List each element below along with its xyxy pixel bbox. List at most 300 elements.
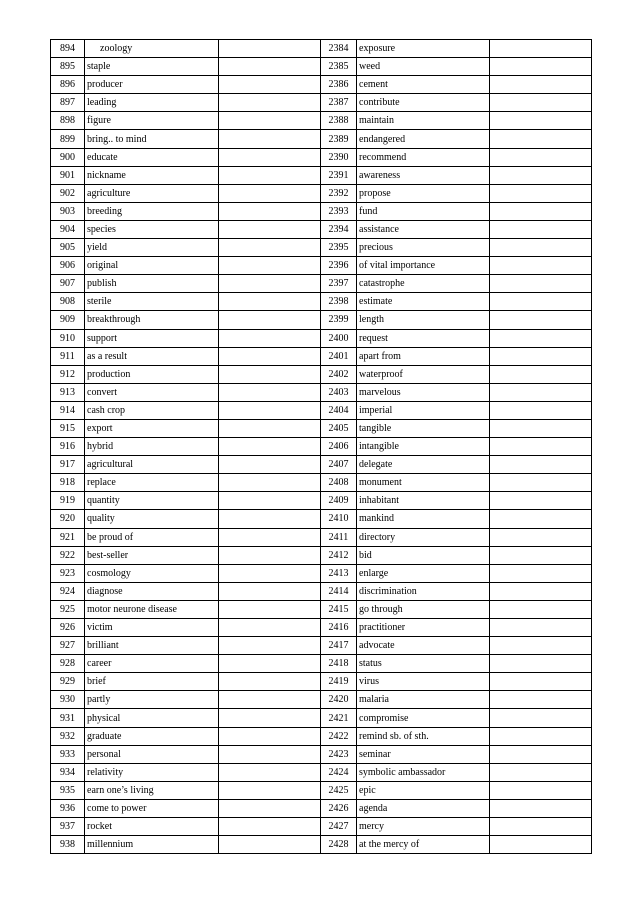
entry-number-right: 2398 bbox=[321, 293, 357, 311]
blank-answer-cell-left bbox=[219, 112, 321, 130]
blank-answer-cell-left bbox=[219, 438, 321, 456]
blank-answer-cell-right bbox=[490, 818, 592, 836]
blank-answer-cell-left bbox=[219, 727, 321, 745]
entry-word-left: career bbox=[85, 655, 219, 673]
table-row bbox=[51, 40, 592, 58]
entry-number-left: 930 bbox=[51, 691, 85, 709]
entry-word-left: be proud of bbox=[85, 528, 219, 546]
entry-word-left: brilliant bbox=[85, 637, 219, 655]
table-row bbox=[51, 112, 592, 130]
blank-answer-cell-right bbox=[490, 528, 592, 546]
table-row bbox=[51, 94, 592, 112]
entry-number-left: 934 bbox=[51, 763, 85, 781]
entry-word-left: quality bbox=[85, 510, 219, 528]
entry-word-right: mercy bbox=[357, 818, 490, 836]
blank-answer-cell-left bbox=[219, 637, 321, 655]
blank-answer-cell-right bbox=[490, 166, 592, 184]
entry-number-right: 2397 bbox=[321, 275, 357, 293]
entry-word-right: apart from bbox=[357, 347, 490, 365]
blank-answer-cell-right bbox=[490, 763, 592, 781]
entry-word-right: intangible bbox=[357, 438, 490, 456]
entry-number-right: 2424 bbox=[321, 763, 357, 781]
blank-answer-cell-left bbox=[219, 600, 321, 618]
entry-word-left: motor neurone disease bbox=[85, 600, 219, 618]
blank-answer-cell-right bbox=[490, 709, 592, 727]
entry-word-left: sterile bbox=[85, 293, 219, 311]
entry-word-left: diagnose bbox=[85, 582, 219, 600]
entry-word-right: seminar bbox=[357, 745, 490, 763]
entry-word-right: delegate bbox=[357, 456, 490, 474]
entry-number-right: 2418 bbox=[321, 655, 357, 673]
entry-number-left: 898 bbox=[51, 112, 85, 130]
blank-answer-cell-left bbox=[219, 311, 321, 329]
table-row bbox=[51, 220, 592, 238]
blank-answer-cell-right bbox=[490, 564, 592, 582]
blank-answer-cell-left bbox=[219, 691, 321, 709]
entry-word-right: status bbox=[357, 655, 490, 673]
entry-word-right: monument bbox=[357, 474, 490, 492]
blank-answer-cell-left bbox=[219, 257, 321, 275]
entry-word-left: as a result bbox=[85, 347, 219, 365]
blank-answer-cell-left bbox=[219, 166, 321, 184]
table-row bbox=[51, 311, 592, 329]
table-row bbox=[51, 619, 592, 637]
entry-number-left: 899 bbox=[51, 130, 85, 148]
entry-word-left: staple bbox=[85, 58, 219, 76]
entry-word-left: bring.. to mind bbox=[85, 130, 219, 148]
entry-number-right: 2391 bbox=[321, 166, 357, 184]
entry-number-right: 2417 bbox=[321, 637, 357, 655]
blank-answer-cell-right bbox=[490, 58, 592, 76]
blank-answer-cell-right bbox=[490, 510, 592, 528]
entry-word-right: of vital importance bbox=[357, 257, 490, 275]
entry-number-right: 2405 bbox=[321, 419, 357, 437]
blank-answer-cell-right bbox=[490, 293, 592, 311]
blank-answer-cell-right bbox=[490, 836, 592, 854]
table-row bbox=[51, 492, 592, 510]
blank-answer-cell-right bbox=[490, 438, 592, 456]
entry-number-left: 896 bbox=[51, 76, 85, 94]
entry-number-left: 929 bbox=[51, 673, 85, 691]
entry-number-left: 938 bbox=[51, 836, 85, 854]
blank-answer-cell-right bbox=[490, 691, 592, 709]
entry-number-left: 924 bbox=[51, 582, 85, 600]
blank-answer-cell-left bbox=[219, 383, 321, 401]
blank-answer-cell-left bbox=[219, 655, 321, 673]
blank-answer-cell-right bbox=[490, 655, 592, 673]
entry-word-right: practitioner bbox=[357, 619, 490, 637]
blank-answer-cell-right bbox=[490, 311, 592, 329]
entry-number-right: 2410 bbox=[321, 510, 357, 528]
entry-word-right: catastrophe bbox=[357, 275, 490, 293]
entry-word-right: recommend bbox=[357, 148, 490, 166]
entry-word-right: bid bbox=[357, 546, 490, 564]
entry-word-left: production bbox=[85, 365, 219, 383]
blank-answer-cell-left bbox=[219, 184, 321, 202]
blank-answer-cell-left bbox=[219, 745, 321, 763]
entry-word-left: agricultural bbox=[85, 456, 219, 474]
entry-number-right: 2406 bbox=[321, 438, 357, 456]
entry-word-left: victim bbox=[85, 619, 219, 637]
blank-answer-cell-left bbox=[219, 564, 321, 582]
entry-number-right: 2384 bbox=[321, 40, 357, 58]
entry-number-right: 2426 bbox=[321, 799, 357, 817]
entry-word-left: leading bbox=[85, 94, 219, 112]
table-row bbox=[51, 456, 592, 474]
entry-number-left: 897 bbox=[51, 94, 85, 112]
table-row bbox=[51, 365, 592, 383]
entry-number-left: 928 bbox=[51, 655, 85, 673]
blank-answer-cell-right bbox=[490, 329, 592, 347]
entry-number-left: 927 bbox=[51, 637, 85, 655]
entry-word-right: marvelous bbox=[357, 383, 490, 401]
blank-answer-cell-right bbox=[490, 257, 592, 275]
entry-word-left: rocket bbox=[85, 818, 219, 836]
entry-number-left: 913 bbox=[51, 383, 85, 401]
blank-answer-cell-right bbox=[490, 347, 592, 365]
blank-answer-cell-left bbox=[219, 220, 321, 238]
table-row bbox=[51, 239, 592, 257]
table-row bbox=[51, 818, 592, 836]
entry-number-right: 2411 bbox=[321, 528, 357, 546]
blank-answer-cell-right bbox=[490, 184, 592, 202]
blank-answer-cell-right bbox=[490, 727, 592, 745]
entry-number-left: 912 bbox=[51, 365, 85, 383]
table-row bbox=[51, 166, 592, 184]
entry-number-right: 2395 bbox=[321, 239, 357, 257]
blank-answer-cell-right bbox=[490, 546, 592, 564]
table-row bbox=[51, 419, 592, 437]
entry-word-right: maintain bbox=[357, 112, 490, 130]
blank-answer-cell-left bbox=[219, 456, 321, 474]
blank-answer-cell-left bbox=[219, 239, 321, 257]
table-row bbox=[51, 329, 592, 347]
table-row bbox=[51, 58, 592, 76]
entry-number-left: 920 bbox=[51, 510, 85, 528]
entry-word-right: go through bbox=[357, 600, 490, 618]
entry-word-right: length bbox=[357, 311, 490, 329]
table-row bbox=[51, 293, 592, 311]
table-row bbox=[51, 438, 592, 456]
blank-answer-cell-left bbox=[219, 365, 321, 383]
blank-answer-cell-right bbox=[490, 76, 592, 94]
vocabulary-table bbox=[50, 39, 592, 854]
blank-answer-cell-left bbox=[219, 474, 321, 492]
blank-answer-cell-left bbox=[219, 347, 321, 365]
blank-answer-cell-left bbox=[219, 58, 321, 76]
table-row bbox=[51, 799, 592, 817]
table-row bbox=[51, 727, 592, 745]
entry-number-left: 916 bbox=[51, 438, 85, 456]
table-row bbox=[51, 202, 592, 220]
blank-answer-cell-left bbox=[219, 148, 321, 166]
blank-answer-cell-right bbox=[490, 600, 592, 618]
table-row bbox=[51, 582, 592, 600]
table-row bbox=[51, 691, 592, 709]
table-row bbox=[51, 528, 592, 546]
entry-word-left: graduate bbox=[85, 727, 219, 745]
blank-answer-cell-right bbox=[490, 383, 592, 401]
entry-word-left: breeding bbox=[85, 202, 219, 220]
entry-word-left: cash crop bbox=[85, 401, 219, 419]
entry-number-left: 923 bbox=[51, 564, 85, 582]
entry-word-left: cosmology bbox=[85, 564, 219, 582]
blank-answer-cell-left bbox=[219, 202, 321, 220]
entry-number-right: 2388 bbox=[321, 112, 357, 130]
blank-answer-cell-left bbox=[219, 818, 321, 836]
vocabulary-table-body bbox=[51, 40, 592, 854]
blank-answer-cell-left bbox=[219, 582, 321, 600]
blank-answer-cell-left bbox=[219, 799, 321, 817]
entry-word-right: assistance bbox=[357, 220, 490, 238]
entry-word-right: inhabitant bbox=[357, 492, 490, 510]
entry-number-left: 921 bbox=[51, 528, 85, 546]
blank-answer-cell-right bbox=[490, 582, 592, 600]
entry-word-left: breakthrough bbox=[85, 311, 219, 329]
blank-answer-cell-right bbox=[490, 202, 592, 220]
entry-number-left: 903 bbox=[51, 202, 85, 220]
table-row bbox=[51, 130, 592, 148]
entry-number-right: 2389 bbox=[321, 130, 357, 148]
entry-number-right: 2393 bbox=[321, 202, 357, 220]
entry-word-right: symbolic ambassador bbox=[357, 763, 490, 781]
blank-answer-cell-right bbox=[490, 112, 592, 130]
blank-answer-cell-right bbox=[490, 474, 592, 492]
entry-word-right: discrimination bbox=[357, 582, 490, 600]
table-row bbox=[51, 781, 592, 799]
entry-number-left: 904 bbox=[51, 220, 85, 238]
entry-word-left: earn one’s living bbox=[85, 781, 219, 799]
entry-number-right: 2427 bbox=[321, 818, 357, 836]
entry-number-right: 2399 bbox=[321, 311, 357, 329]
entry-word-left: come to power bbox=[85, 799, 219, 817]
blank-answer-cell-left bbox=[219, 836, 321, 854]
table-row bbox=[51, 763, 592, 781]
entry-word-right: request bbox=[357, 329, 490, 347]
entry-word-right: directory bbox=[357, 528, 490, 546]
entry-word-right: mankind bbox=[357, 510, 490, 528]
entry-number-right: 2400 bbox=[321, 329, 357, 347]
entry-number-right: 2416 bbox=[321, 619, 357, 637]
entry-number-right: 2403 bbox=[321, 383, 357, 401]
entry-number-left: 911 bbox=[51, 347, 85, 365]
table-row bbox=[51, 401, 592, 419]
entry-number-left: 908 bbox=[51, 293, 85, 311]
entry-number-left: 900 bbox=[51, 148, 85, 166]
entry-word-right: tangible bbox=[357, 419, 490, 437]
entry-number-left: 933 bbox=[51, 745, 85, 763]
entry-number-right: 2401 bbox=[321, 347, 357, 365]
entry-number-left: 909 bbox=[51, 311, 85, 329]
blank-answer-cell-right bbox=[490, 456, 592, 474]
entry-word-left: convert bbox=[85, 383, 219, 401]
entry-number-right: 2422 bbox=[321, 727, 357, 745]
entry-number-right: 2428 bbox=[321, 836, 357, 854]
table-row bbox=[51, 600, 592, 618]
table-row bbox=[51, 673, 592, 691]
entry-number-left: 922 bbox=[51, 546, 85, 564]
table-row bbox=[51, 836, 592, 854]
entry-number-left: 895 bbox=[51, 58, 85, 76]
blank-answer-cell-right bbox=[490, 94, 592, 112]
entry-number-left: 919 bbox=[51, 492, 85, 510]
entry-number-right: 2392 bbox=[321, 184, 357, 202]
blank-answer-cell-right bbox=[490, 401, 592, 419]
entry-number-left: 932 bbox=[51, 727, 85, 745]
entry-number-left: 910 bbox=[51, 329, 85, 347]
entry-word-left: quantity bbox=[85, 492, 219, 510]
entry-number-right: 2407 bbox=[321, 456, 357, 474]
entry-word-left: figure bbox=[85, 112, 219, 130]
entry-word-right: propose bbox=[357, 184, 490, 202]
entry-number-left: 917 bbox=[51, 456, 85, 474]
table-row bbox=[51, 148, 592, 166]
entry-word-right: estimate bbox=[357, 293, 490, 311]
entry-word-left: species bbox=[85, 220, 219, 238]
entry-word-right: compromise bbox=[357, 709, 490, 727]
entry-word-left: support bbox=[85, 329, 219, 347]
blank-answer-cell-right bbox=[490, 799, 592, 817]
entry-number-left: 906 bbox=[51, 257, 85, 275]
blank-answer-cell-left bbox=[219, 94, 321, 112]
entry-word-left: agriculture bbox=[85, 184, 219, 202]
blank-answer-cell-left bbox=[219, 673, 321, 691]
entry-number-right: 2394 bbox=[321, 220, 357, 238]
entry-number-left: 901 bbox=[51, 166, 85, 184]
entry-word-right: advocate bbox=[357, 637, 490, 655]
entry-word-left: personal bbox=[85, 745, 219, 763]
entry-word-left: partly bbox=[85, 691, 219, 709]
entry-word-right: endangered bbox=[357, 130, 490, 148]
blank-answer-cell-right bbox=[490, 619, 592, 637]
entry-number-left: 935 bbox=[51, 781, 85, 799]
table-row bbox=[51, 347, 592, 365]
entry-word-left: educate bbox=[85, 148, 219, 166]
entry-word-left: brief bbox=[85, 673, 219, 691]
entry-word-right: malaria bbox=[357, 691, 490, 709]
blank-answer-cell-right bbox=[490, 781, 592, 799]
entry-number-right: 2386 bbox=[321, 76, 357, 94]
entry-number-left: 918 bbox=[51, 474, 85, 492]
blank-answer-cell-left bbox=[219, 619, 321, 637]
table-row bbox=[51, 709, 592, 727]
blank-answer-cell-right bbox=[490, 745, 592, 763]
entry-number-left: 905 bbox=[51, 239, 85, 257]
entry-word-right: precious bbox=[357, 239, 490, 257]
entry-number-left: 915 bbox=[51, 419, 85, 437]
blank-answer-cell-right bbox=[490, 365, 592, 383]
blank-answer-cell-right bbox=[490, 637, 592, 655]
blank-answer-cell-left bbox=[219, 781, 321, 799]
entry-number-right: 2390 bbox=[321, 148, 357, 166]
blank-answer-cell-left bbox=[219, 528, 321, 546]
entry-word-left: best-seller bbox=[85, 546, 219, 564]
blank-answer-cell-left bbox=[219, 40, 321, 58]
entry-number-left: 936 bbox=[51, 799, 85, 817]
blank-answer-cell-left bbox=[219, 329, 321, 347]
entry-number-left: 902 bbox=[51, 184, 85, 202]
table-row bbox=[51, 655, 592, 673]
blank-answer-cell-left bbox=[219, 492, 321, 510]
entry-number-left: 914 bbox=[51, 401, 85, 419]
blank-answer-cell-left bbox=[219, 76, 321, 94]
entry-word-right: waterproof bbox=[357, 365, 490, 383]
entry-number-left: 926 bbox=[51, 619, 85, 637]
entry-word-right: awareness bbox=[357, 166, 490, 184]
table-row bbox=[51, 745, 592, 763]
entry-number-right: 2387 bbox=[321, 94, 357, 112]
blank-answer-cell-left bbox=[219, 130, 321, 148]
entry-number-right: 2421 bbox=[321, 709, 357, 727]
blank-answer-cell-right bbox=[490, 220, 592, 238]
table-row bbox=[51, 564, 592, 582]
blank-answer-cell-left bbox=[219, 401, 321, 419]
entry-word-right: weed bbox=[357, 58, 490, 76]
table-row bbox=[51, 275, 592, 293]
entry-number-right: 2419 bbox=[321, 673, 357, 691]
table-row bbox=[51, 474, 592, 492]
entry-word-left: millennium bbox=[85, 836, 219, 854]
entry-number-right: 2409 bbox=[321, 492, 357, 510]
entry-number-right: 2385 bbox=[321, 58, 357, 76]
blank-answer-cell-left bbox=[219, 293, 321, 311]
entry-word-right: remind sb. of sth. bbox=[357, 727, 490, 745]
entry-number-left: 907 bbox=[51, 275, 85, 293]
entry-word-left: hybrid bbox=[85, 438, 219, 456]
blank-answer-cell-right bbox=[490, 40, 592, 58]
blank-answer-cell-right bbox=[490, 148, 592, 166]
entry-word-left: original bbox=[85, 257, 219, 275]
entry-number-right: 2414 bbox=[321, 582, 357, 600]
blank-answer-cell-left bbox=[219, 510, 321, 528]
entry-word-left: yield bbox=[85, 239, 219, 257]
entry-word-left: physical bbox=[85, 709, 219, 727]
blank-answer-cell-left bbox=[219, 709, 321, 727]
blank-answer-cell-right bbox=[490, 275, 592, 293]
entry-number-right: 2412 bbox=[321, 546, 357, 564]
blank-answer-cell-left bbox=[219, 546, 321, 564]
entry-word-right: contribute bbox=[357, 94, 490, 112]
table-row bbox=[51, 184, 592, 202]
entry-word-right: virus bbox=[357, 673, 490, 691]
entry-word-left: publish bbox=[85, 275, 219, 293]
entry-word-right: enlarge bbox=[357, 564, 490, 582]
entry-word-right: epic bbox=[357, 781, 490, 799]
entry-number-right: 2425 bbox=[321, 781, 357, 799]
blank-answer-cell-right bbox=[490, 239, 592, 257]
entry-word-left: nickname bbox=[85, 166, 219, 184]
blank-answer-cell-right bbox=[490, 130, 592, 148]
entry-number-right: 2402 bbox=[321, 365, 357, 383]
entry-word-left: producer bbox=[85, 76, 219, 94]
entry-number-left: 894 bbox=[51, 40, 85, 58]
table-row bbox=[51, 383, 592, 401]
entry-word-right: exposure bbox=[357, 40, 490, 58]
table-row bbox=[51, 510, 592, 528]
entry-number-left: 937 bbox=[51, 818, 85, 836]
entry-number-left: 931 bbox=[51, 709, 85, 727]
entry-number-right: 2413 bbox=[321, 564, 357, 582]
entry-word-left: replace bbox=[85, 474, 219, 492]
blank-answer-cell-left bbox=[219, 419, 321, 437]
entry-word-left: export bbox=[85, 419, 219, 437]
entry-word-right: at the mercy of bbox=[357, 836, 490, 854]
entry-number-right: 2423 bbox=[321, 745, 357, 763]
blank-answer-cell-right bbox=[490, 492, 592, 510]
blank-answer-cell-right bbox=[490, 673, 592, 691]
entry-number-right: 2408 bbox=[321, 474, 357, 492]
entry-word-left: zoology bbox=[85, 40, 219, 58]
